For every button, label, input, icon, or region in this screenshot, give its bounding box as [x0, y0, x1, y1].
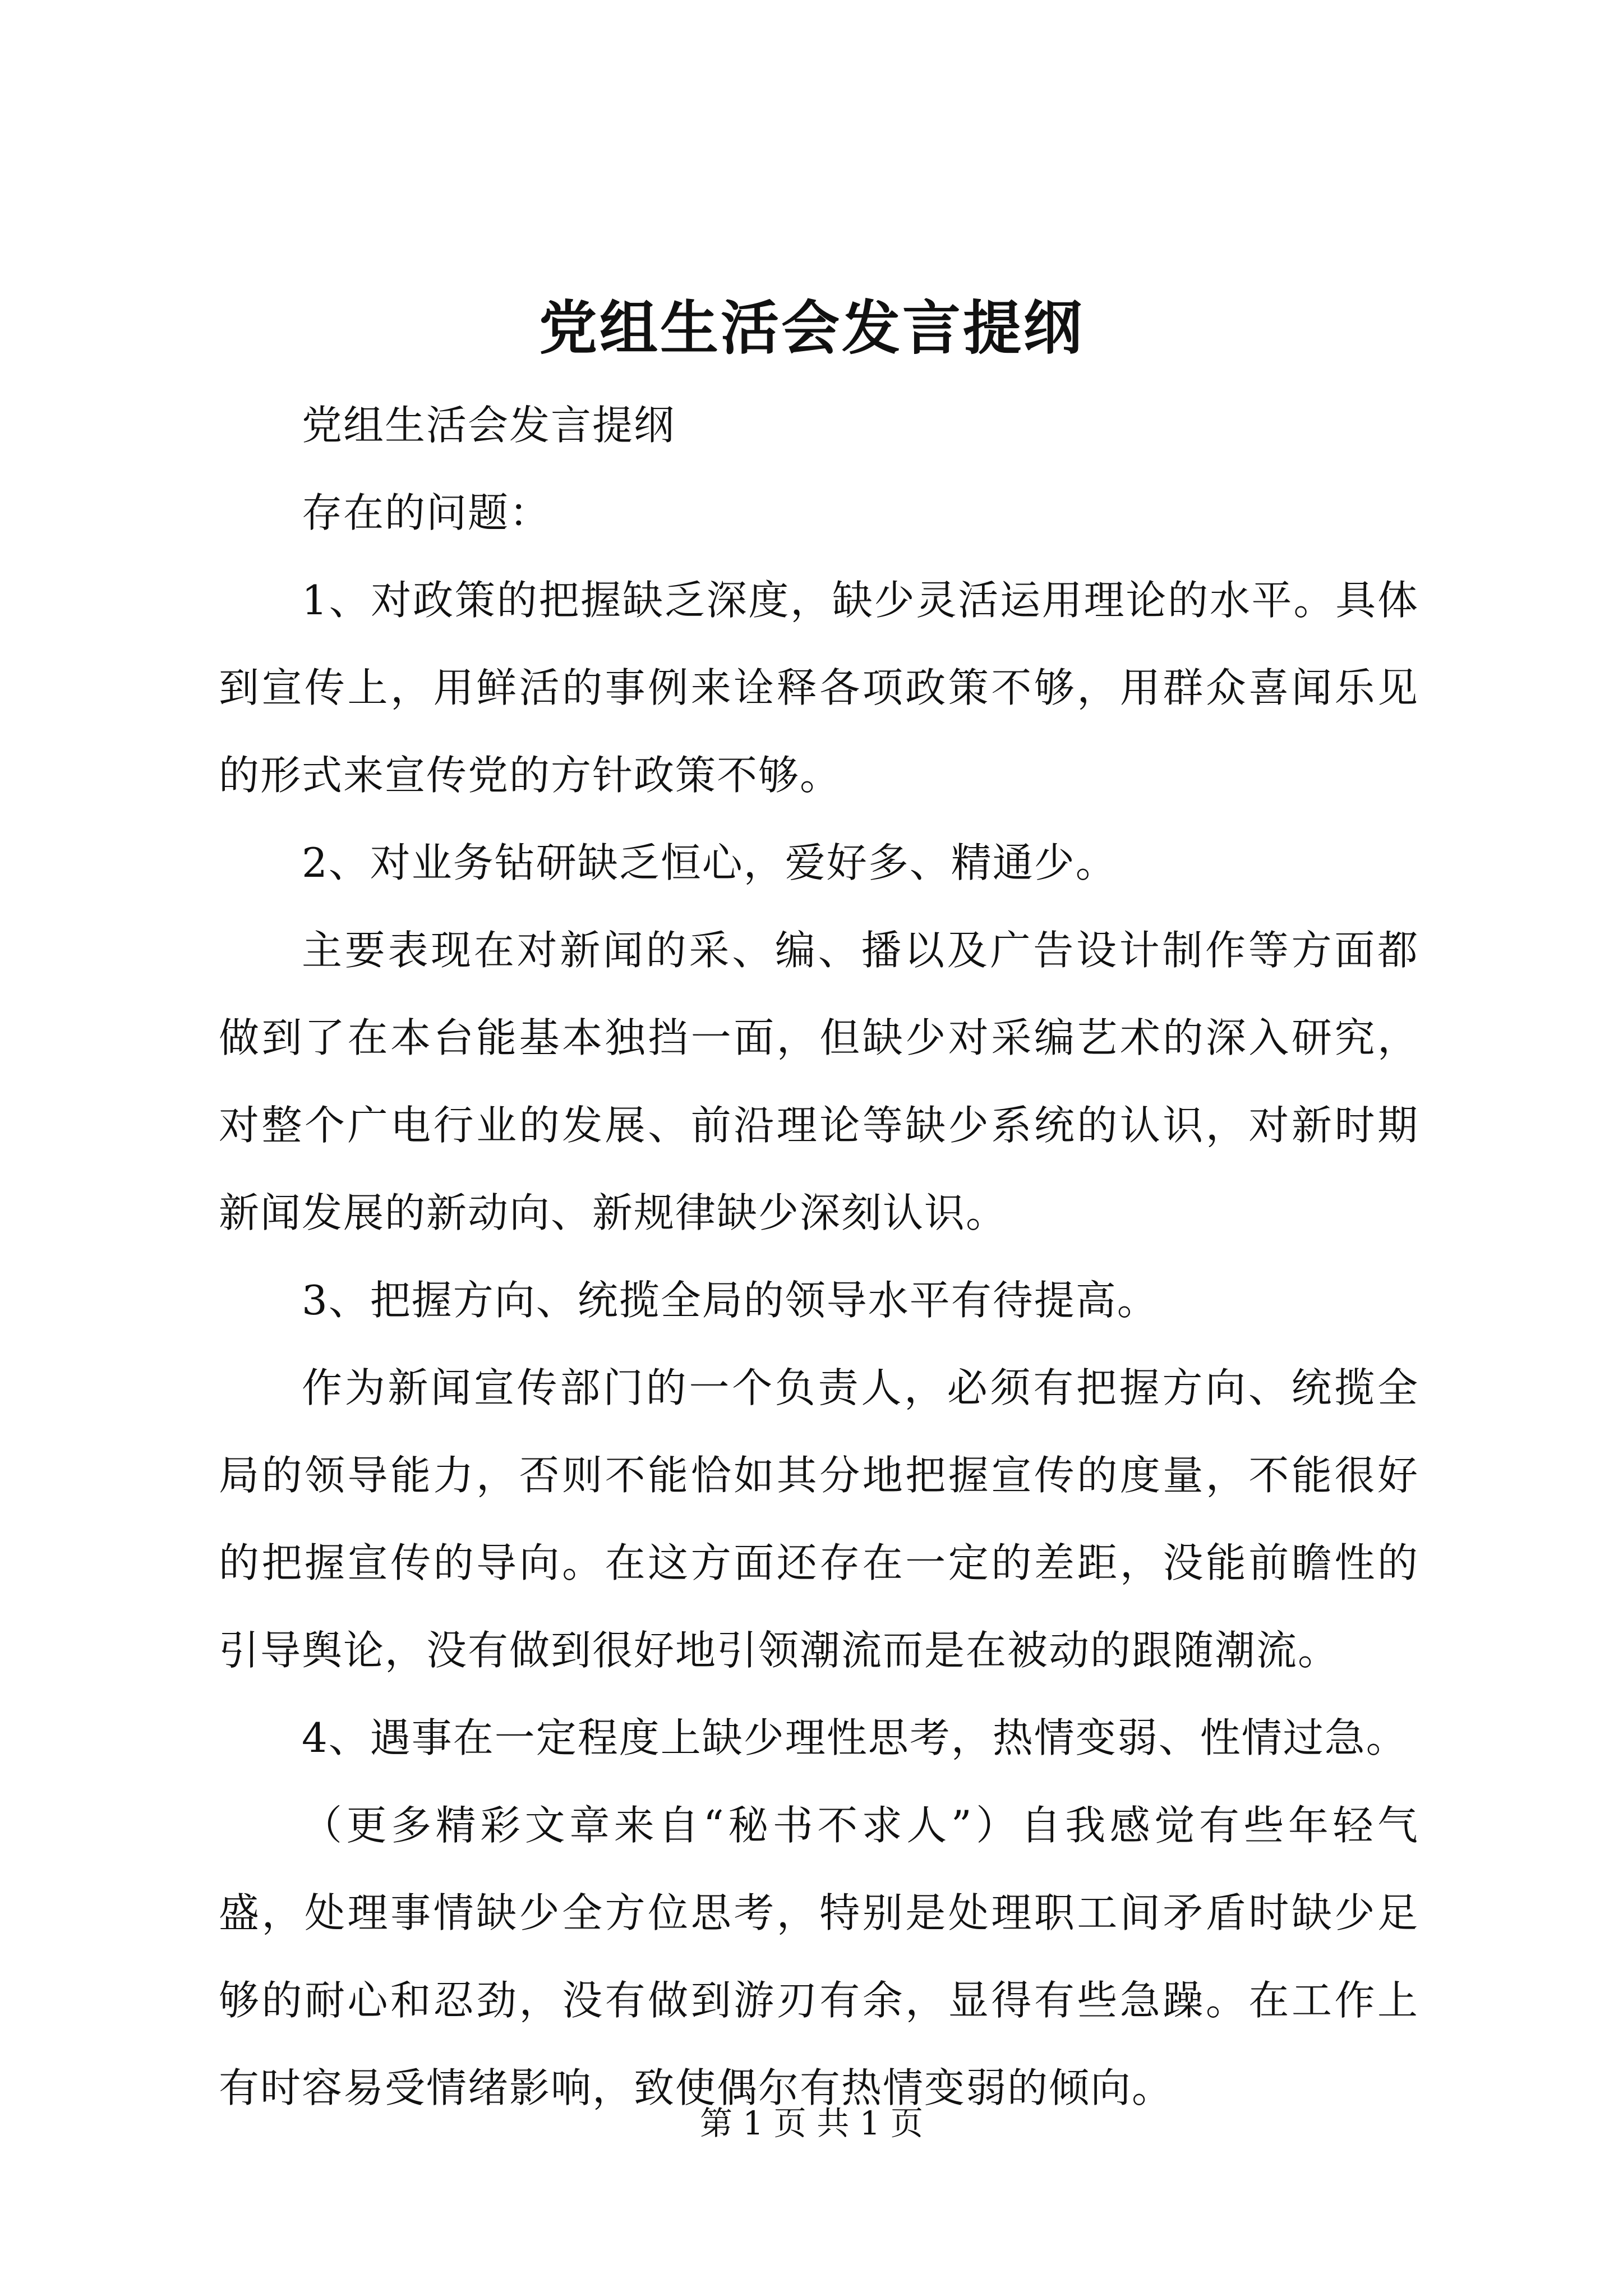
page-footer — [0, 2101, 1623, 2146]
paragraph: 党组生活会发言提纲 — [302, 402, 676, 449]
paragraph: 4、遇事在一定程度上缺少理性思考，热情变弱、性情过急。 — [302, 1714, 1408, 1761]
paragraph: 2、对业务钻研缺乏恒心，爱好多、精通少。 — [302, 839, 1117, 886]
paragraph: 存在的问题： — [302, 489, 551, 536]
document-title: 党组生活会发言提纲 — [538, 293, 1084, 362]
paragraph: 作为新闻宣传部门的一个负责人，必须有把握方向、统揽全局的领导能力，否则不能恰如其分地把握宣传的度量，不能很好的把握宣传的导向。在这方面还存在一定的差距，没能前瞻性的引导舆论，没有做到很好地引领潮流而是在被动的跟随潮流。 — [219, 1364, 1419, 1674]
paragraph: 主要表现在对新闻的采、编、播以及广告设计制作等方面都做到了在本台能基本独挡一面，但缺少对采编艺术的深入研究，对整个广电行业的发展、前沿理论等缺少系统的认识，对新时期新闻发展的新动向、新规律缺少深刻认识。 — [219, 927, 1419, 1236]
page-number: 第 1 页 共 1 页 — [700, 2104, 923, 2142]
paragraph: 1、对政策的把握缺乏深度，缺少灵活运用理论的水平。具体到宣传上，用鲜活的事例来诠释各项政策不够，用群众喜闻乐见的形式来宣传党的方针政策不够。 — [219, 577, 1419, 799]
paragraph: （更多精彩文章来自“秘书不求人”）自我感觉有些年轻气盛，处理事情缺少全方位思考，特别是处理职工间矛盾时缺少足够的耐心和忍劲，没有做到游刃有余，显得有些急躁。在工作上有时容易受情绪影响，致使偶尔有热情变弱的倾向。 — [219, 1802, 1419, 2111]
paragraph: 3、把握方向、统揽全局的领导水平有待提高。 — [302, 1277, 1159, 1324]
document-body — [219, 381, 1419, 2132]
